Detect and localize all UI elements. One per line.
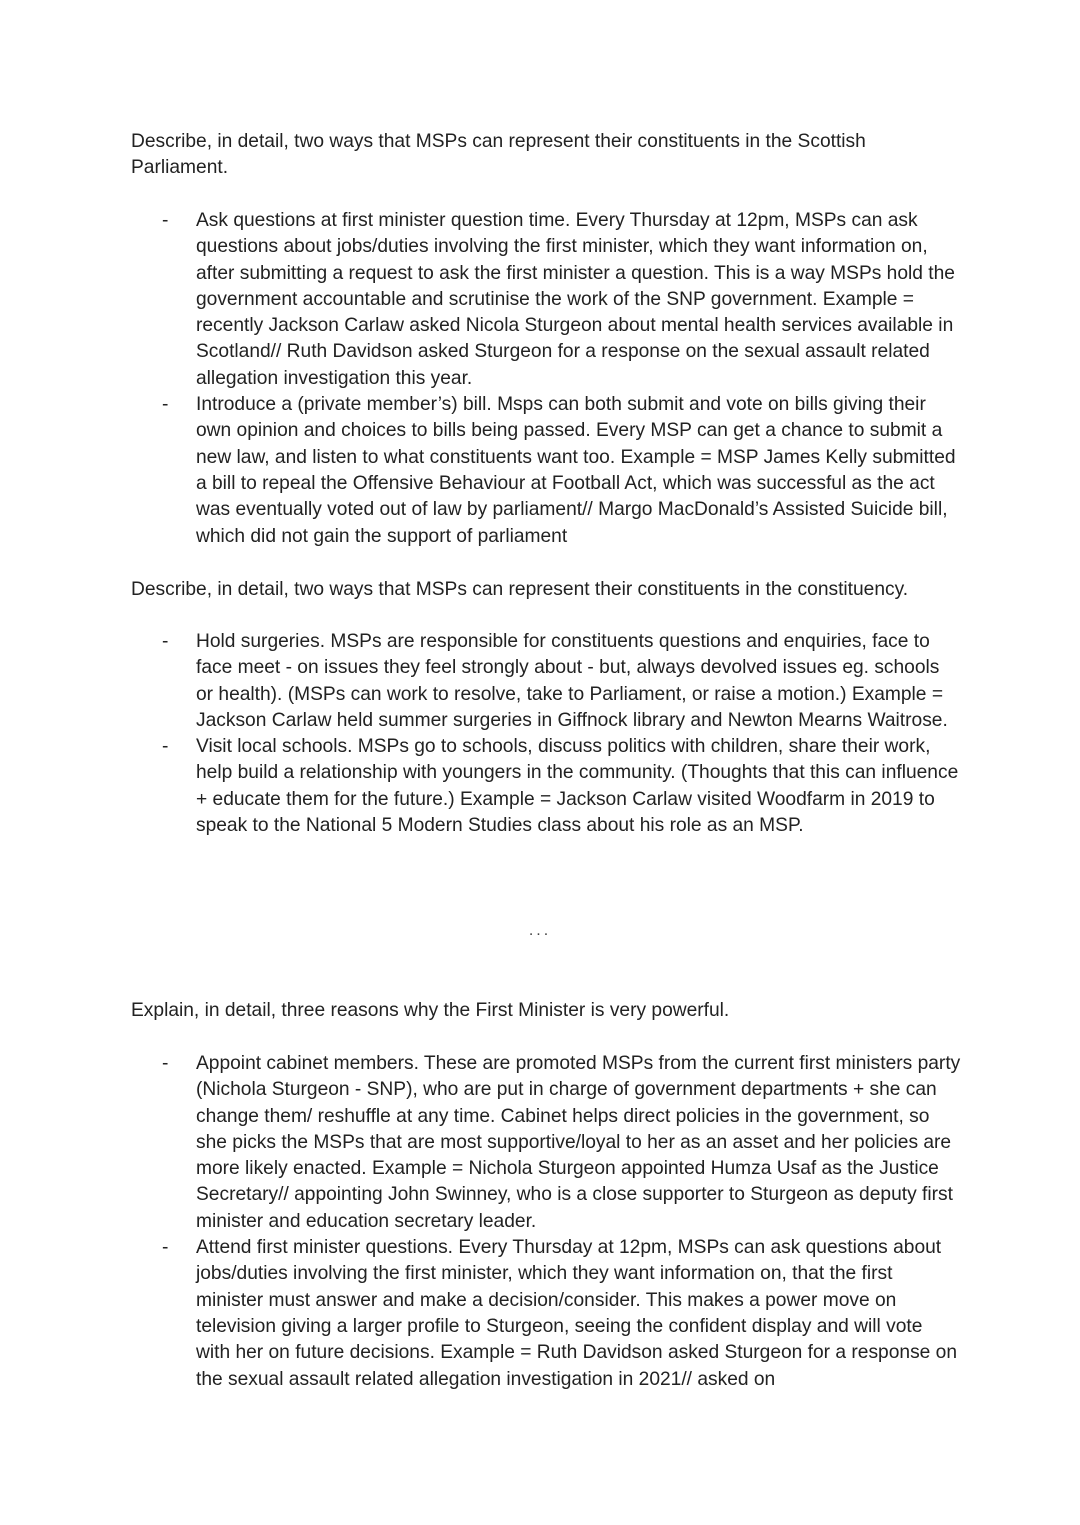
answer-point-text: Attend first minister questions. Every Thursday at 12pm, MSPs can ask questions about jobs/duties involving the first minister, which they want information on, that the first minister must answer and make a decision/consider. This makes a power move on television giving a larger profile to Sturgeon, seeing the confident display and will vote with her on future decisions. Example = Ruth Davidson asked Sturgeon for a response on the sexual assault related allegation investigation in 2021// asked on — [196, 1237, 958, 1390]
answer-point-text: Ask questions at first minister question time. Every Thursday at 12pm, MSPs can ask questions about jobs/duties involving the first minister, which they want information on, after submitting a request to ask the first minister a question. This is a way MSPs hold the government accountable and scrutinise the work of the SNP government. Example = recently Jackson Carlaw asked Nicola Sturgeon about mental health services available in Scotland// Ruth Davidson asked Sturgeon for a response on the sexual assault related allegation investigation this year. — [196, 210, 955, 389]
answer-point-text: Visit local schools. MSPs go to schools, discuss politics with children, share their work, help build a relationship with youngers in the community. (Thoughts that this can influence + educate them for the future.) Example = Jackson Carlaw visited Woodfarm in 2019 to speak to the National 5 Modern Studies class about his role as an MSP. — [196, 736, 959, 837]
page-separator: ... — [528, 922, 552, 939]
answer-point-text: Appoint cabinet members. These are promoted MSPs from the current first ministers party (Nichola Sturgeon - SNP), who are put in charge of government departments + she can change them/ reshuffle at any time. Cabinet helps direct policies in the government, so she picks the MSPs that are most supportive/loyal to her as an asset and her policies are more likely enacted. Example = Nichola Sturgeon appointed Humza Usaf as the Justice Secretary// appointing John Swinney, who is a close supporter to Sturgeon as deputy first minister and education secretary leader. — [196, 1053, 961, 1232]
question-first-minister-power: Explain, in detail, three reasons why the First Minister is very powerful. — [131, 1000, 730, 1021]
answer-list-first-minister-power — [131, 1051, 961, 1393]
answer-point-text: Introduce a (private member’s) bill. Msps can both submit and vote on bills giving their own opinion and choices to bills being passed. Every MSP can get a chance to submit a new law, and listen to what constituents want too. Example = MSP James Kelly submitted a bill to repeal the Offensive Behaviour at Football Act, which was successful as the act was eventually voted out of law by parliament// Margo MacDonald’s Assisted Suicide bill, which did not gain the support of parliament — [196, 394, 956, 547]
answer-point — [131, 734, 961, 839]
answer-list-scottish-parliament — [131, 208, 961, 550]
answer-point — [131, 629, 961, 734]
answer-point — [131, 208, 961, 392]
bullet-dash: - — [162, 210, 169, 231]
answer-point — [131, 392, 961, 550]
bullet-dash: - — [162, 1053, 169, 1074]
answer-point — [131, 1051, 961, 1235]
answer-point — [131, 1235, 961, 1393]
bullet-dash: - — [162, 736, 169, 758]
answer-point-text: Hold surgeries. MSPs are responsible for constituents questions and enquiries, face to face meet - on issues they feel strongly about - but, always devolved issues eg. schools or health). (MSPs can work to resolve, take to Parliament, or raise a motion.) Example = Jackson Carlaw held summer surgeries in Giffnock library and Newton Mearns Waitrose. — [196, 631, 948, 731]
question-scottish-parliament: Describe, in detail, two ways that MSPs can represent their constituents in the Scottish Parliament. — [131, 131, 866, 179]
bullet-dash: - — [162, 394, 169, 416]
bullet-dash: - — [162, 1237, 169, 1259]
question-constituency: Describe, in detail, two ways that MSPs can represent their constituents in the constituency. — [131, 579, 909, 600]
bullet-dash: - — [162, 631, 169, 652]
answer-list-constituency — [131, 629, 961, 839]
